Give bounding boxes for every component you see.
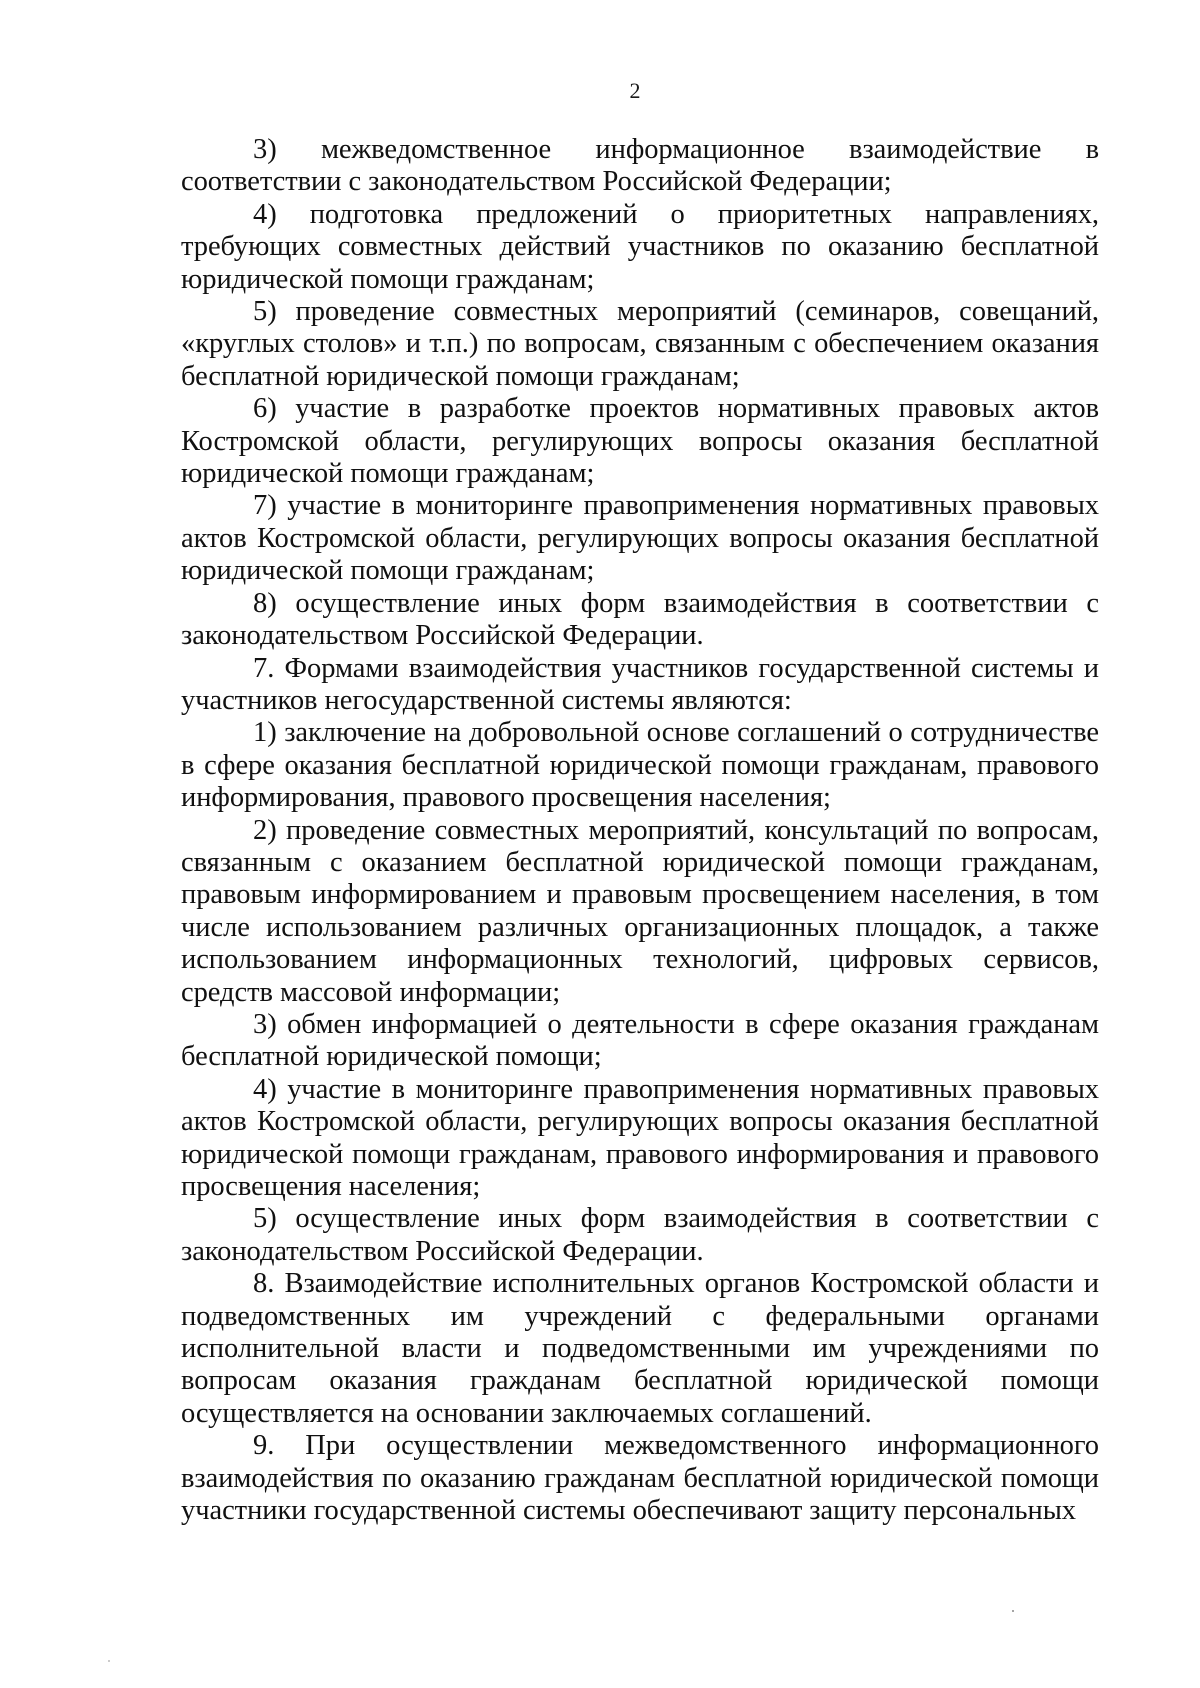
paragraph-item-7: 7) участие в мониторинге правоприменения нормативных правовых актов Костромской области, регулирующих вопросы оказания бесплатной юридической помощи гражданам; (181, 490, 1099, 587)
paragraph-item-4: 4) подготовка предложений о приоритетных направлениях, требующих совместных действий участников по оказанию бесплатной юридической помощи гражданам; (181, 198, 1099, 295)
paragraph-item-8: 8) осуществление иных форм взаимодействия в соответствии с законодательством Российской Федерации. (181, 587, 1099, 652)
paragraph-clause-8: 8. Взаимодействие исполнительных органов Костромской области и подведомственных им учреждений с федеральными органами исполнительной власти и подведомственными им учреждениями по вопросам оказания гражданам бесплатной юридической помощи осуществляется на основании заключаемых соглашений. (181, 1268, 1099, 1429)
scan-speck (1012, 1610, 1014, 1612)
paragraph-clause-7: 7. Формами взаимодействия участников государственной системы и участников негосударственной системы являются: (181, 652, 1099, 716)
paragraph-clause-7-item-3: 3) обмен информацией о деятельности в сфере оказания гражданам бесплатной юридической помощи; (181, 1008, 1099, 1073)
paragraph-item-5: 5) проведение совместных мероприятий (семинаров, совещаний, «круглых столов» и т.п.) по вопросам, связанным с обеспечением оказания бесплатной юридической помощи гражданам; (181, 296, 1099, 392)
paragraph-item-3: 3) межведомственное информационное взаимодействие в соответствии с законодательством Российской Федерации; (181, 134, 1099, 198)
document-body (181, 134, 1099, 1527)
page-number: 2 (629, 78, 641, 103)
paragraph-clause-9: 9. При осуществлении межведомственного информационного взаимодействия по оказанию гражданам бесплатной юридической помощи участники государственной системы обеспечивают защиту персональных (181, 1430, 1099, 1527)
paragraph-clause-7-item-4: 4) участие в мониторинге правоприменения нормативных правовых актов Костромской области, регулирующих вопросы оказания бесплатной юридической помощи гражданам, правового информирования и правового просвещения населения; (181, 1073, 1099, 1202)
paragraph-item-6: 6) участие в разработке проектов нормативных правовых актов Костромской области, регулирующих вопросы оказания бесплатной юридической помощи гражданам; (181, 393, 1099, 490)
paragraph-clause-7-item-5: 5) осуществление иных форм взаимодействия в соответствии с законодательством Российской Федерации. (181, 1203, 1099, 1267)
paragraph-clause-7-item-2: 2) проведение совместных мероприятий, консультаций по вопросам, связанным с оказанием бесплатной юридической помощи гражданам, правовым информированием и правовым просвещением населения, в том числе использованием различных организационных площадок, а также использованием информационных технологий, цифровых сервисов, средств массовой информации; (181, 814, 1099, 1008)
scan-speck (108, 1660, 110, 1662)
paragraph-clause-7-item-1: 1) заключение на добровольной основе соглашений о сотрудничестве в сфере оказания бесплатной юридической помощи гражданам, правового информирования, правового просвещения населения; (181, 717, 1099, 814)
